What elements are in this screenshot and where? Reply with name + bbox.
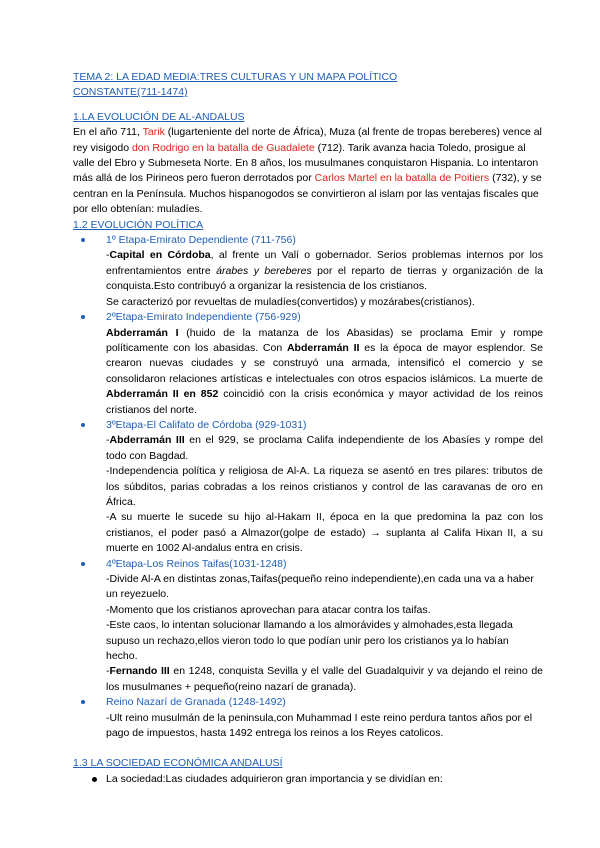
page-title: TEMA 2: LA EDAD MEDIA:TRES CULTURAS Y UN MAPA POLÍTICO CONSTANTE(711-1474) bbox=[73, 71, 398, 99]
list-item-etapa-4 bbox=[73, 557, 543, 572]
section-heading-evolucion: 1.LA EVOLUCIÓN DE AL-ANDALUS bbox=[73, 110, 245, 123]
section-heading-politica: 1.2 EVOLUCIÓN POLÍTICA bbox=[73, 218, 204, 231]
highlight-guadalete: don Rodrigo en la batalla de Guadalete bbox=[131, 141, 315, 154]
etapa-4-label: 4ºEtapa-Los Reinos Taifas(1031-1248) bbox=[106, 557, 287, 570]
list-item-etapa-1 bbox=[73, 233, 543, 248]
etapa-3-body: -Abderramán III en el 929, se proclama Califa independiente de los Abasíes y rompe del todo con Bagdad. -Independencia política y religiosa de Al-A. La riqueza se asentó en tres pilares: tributos de los súbditos, parias cobradas a los reinos cristianos y control de las caravanas de oro en África. -A su muerte le sucede su hijo al-Hakam II, época en la que predomina la paz con los cristianos, el poder pasó a Almazor(golpe de estado) → suplanta al Califa Hixan II, a su muerte en 1002 Al-andalus entra en crisis. bbox=[106, 434, 543, 555]
list-item-etapa-3 bbox=[73, 418, 543, 433]
bullet-icon bbox=[81, 700, 85, 704]
bullet-icon bbox=[81, 315, 85, 319]
sociedad-text: La sociedad:Las ciudades adquirieron gran importancia y se dividían en: bbox=[106, 772, 443, 785]
nazari-body: -Ult reino musulmán de la peninsula,con Muhammad I este reino perdura tantos años por el pago de impuestos, hasta 1492 entrega los reinos a los Reyes catolicos. bbox=[106, 711, 533, 740]
highlight-tarik: Tarik bbox=[142, 126, 165, 139]
etapa-4-body: -Divide Al-A en distintas zonas,Taifas(pequeño reino independiente),en cada una va a haber un reyezuelo. -Momento que los cristianos aprovechan para atacar contra los taifas. -Este caos, lo intentan solucionar llamando a los almorávides y almohades,esta llegada supuso un rechazo,ellos vieron todo lo que podían unir pero los cristianos ya lo habían hecho. -Fernando III en 1248, conquista Sevilla y el valle del Guadalquivir y va dejando el reino de los musulmanes + pequeño(reino nazarí de granada). bbox=[106, 573, 543, 693]
document-content bbox=[73, 70, 543, 787]
etapa-2-body: Abderramán I (huido de la matanza de los Abasidas) se proclama Emir y rompe políticamente con los abasidas. Con Abderramán II es la época de mayor esplendor. Se crearon nuevas ciudades y se construyó una armada, intensificó el comercio y se consolidaron relaciones artísticas e intelectuales con otros espacios islámicos. La muerte de Abderramán II en 852 coincidió con la crisis económica y mayor actividad de los reinos cristianos del norte. bbox=[106, 326, 543, 416]
list-item-nazari bbox=[73, 695, 543, 710]
nazari-label: Reino Nazarí de Granada (1248-1492) bbox=[106, 696, 286, 709]
etapa-1-body: -Capital en Córdoba, al frente un Valí o gobernador. Serios problemas internos por los enfrentamientos entre árabes y bereberes por el reparto de tierras y organización de la conquista.Esto contribuyó a organizar la resistencia de los cristianos. Se caracterizó por revueltas de muladíes(convertidos) y mozárabes(cristianos). bbox=[106, 249, 543, 308]
highlight-poitiers: Carlos Martel en la batalla de Poitiers bbox=[314, 172, 490, 185]
paragraph-intro: En el año 711, Tarik (lugarteniente del norte de África), Muza (al frente de tropas bereberes) vence al rey visigodo don Rodrigo en la batalla de Guadalete (712). Tarik avanza hacia Toledo, prosigue al valle del Ebro y Submeseta Norte. En 8 años, los musulmanes conquistaron Hispania. Lo intentaron más allá de los Pirineos pero fueron derrotados por Carlos Martel en la batalla de Poitiers (732), y se centran en la Península. Muchos hispanogodos se convirtieron al islam por las ventajas fiscales que por ello obtenían: muladíes. bbox=[73, 126, 542, 216]
etapa-3-label: 3ºEtapa-El Califato de Córdoba (929-1031) bbox=[106, 418, 307, 431]
bullet-icon bbox=[81, 562, 85, 566]
section-heading-sociedad: 1.3 LA SOCIEDAD ECONÓMICA ANDALUSÍ bbox=[73, 757, 283, 770]
list-item-sociedad bbox=[73, 772, 543, 787]
list-item-etapa-2 bbox=[73, 310, 543, 325]
etapa-1-label: 1º Etapa-Emirato Dependiente (711-756) bbox=[106, 234, 296, 247]
bullet-icon bbox=[92, 777, 97, 782]
bullet-icon bbox=[81, 423, 85, 427]
bullet-icon bbox=[81, 238, 85, 242]
etapa-2-label: 2ºEtapa-Emirato Independiente (756-929) bbox=[106, 311, 301, 324]
